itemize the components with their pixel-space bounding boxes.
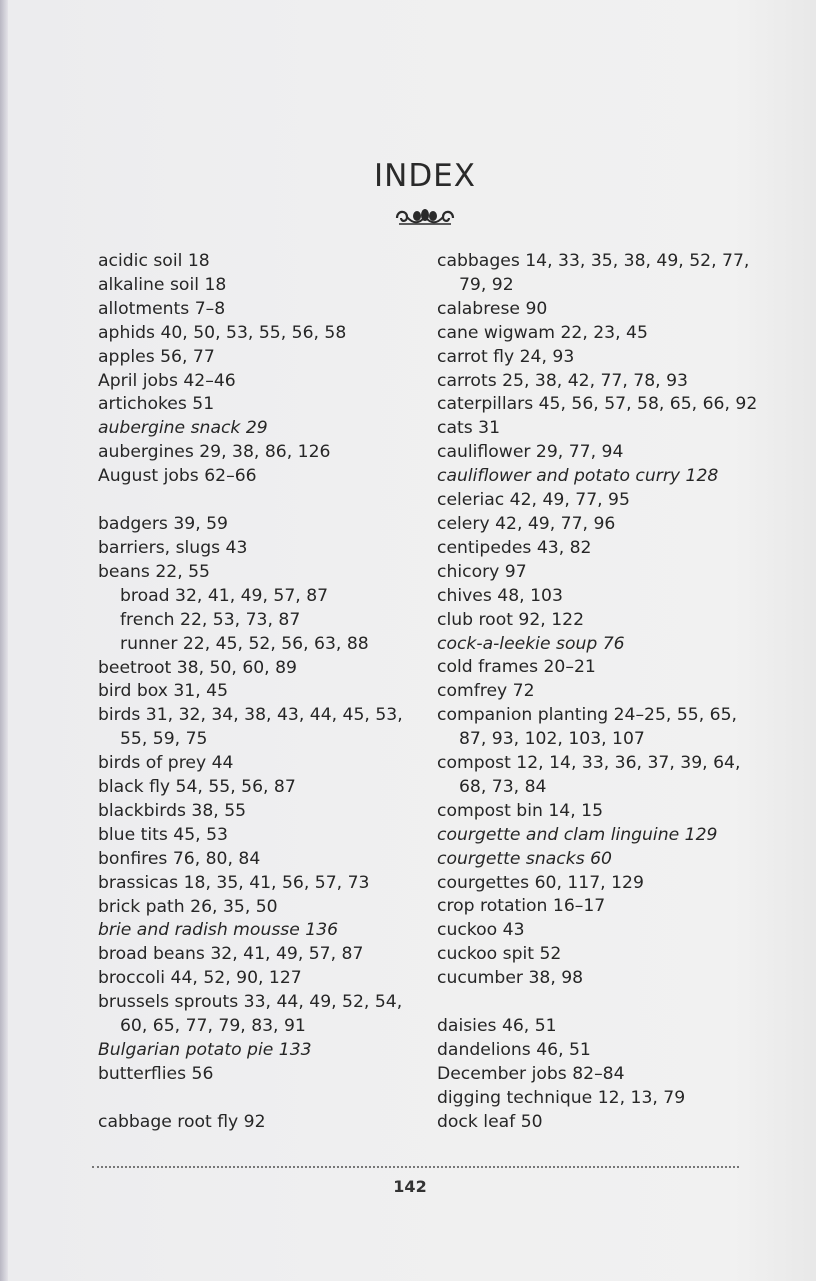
index-entry-text: cock-a-leekie soup 76 (437, 633, 625, 654)
index-entry (437, 1015, 757, 1039)
index-entry-text: cane wigwam 22, 23, 45 (437, 322, 648, 343)
page-number: 142 (393, 1177, 427, 1196)
index-column-right (437, 250, 757, 1135)
index-subentry (98, 585, 428, 609)
index-entry (98, 800, 428, 824)
index-entry (98, 967, 428, 991)
index-entry-text: birds of prey 44 (98, 753, 234, 774)
index-entry-text: dock leaf 50 (437, 1111, 543, 1132)
index-entry-text: companion planting 24–25, 55, 65, (437, 705, 737, 726)
index-entry (98, 896, 428, 920)
index-column-left (98, 250, 428, 1135)
index-entry-text: caterpillars 45, 56, 57, 58, 65, 66, 92 (437, 394, 758, 415)
index-entry-text: daisies 46, 51 (437, 1016, 557, 1037)
index-entry-text: black fly 54, 55, 56, 87 (98, 777, 296, 798)
index-entry (437, 919, 757, 943)
index-entry-text: cabbages 14, 33, 35, 38, 49, 52, 77, (437, 251, 750, 271)
index-entry (437, 561, 757, 585)
index-entry (437, 298, 757, 322)
index-entry-text: courgette and clam linguine 129 (437, 824, 718, 845)
index-entry-text: carrot fly 24, 93 (437, 346, 575, 367)
index-entry (437, 417, 757, 441)
index-entry (98, 346, 428, 370)
index-entry (98, 561, 428, 585)
index-entry-text: apples 56, 77 (98, 346, 215, 367)
index-entry-text: August jobs 62–66 (98, 466, 257, 487)
index-entry (437, 346, 757, 370)
index-entry-text: cuckoo 43 (437, 920, 525, 941)
index-entry (437, 848, 757, 872)
index-entry-text: comfrey 72 (437, 681, 535, 702)
index-entry (437, 513, 757, 537)
index-entry-continuation: 68, 73, 84 (459, 776, 547, 797)
index-entry (437, 322, 757, 346)
index-entry (437, 393, 757, 417)
index-entry-text: compost 12, 14, 33, 36, 37, 39, 64, (437, 753, 741, 774)
index-entry (98, 848, 428, 872)
index-entry-text: acidic soil 18 (98, 251, 210, 271)
index-entry-text: beetroot 38, 50, 60, 89 (98, 657, 297, 678)
index-entry-text: brie and radish mousse 136 (98, 920, 339, 941)
index-entry (437, 680, 757, 704)
index-entry-text: aubergines 29, 38, 86, 126 (98, 442, 331, 463)
index-entry-text: bird box 31, 45 (98, 681, 229, 702)
index-entry-text: courgettes 60, 117, 129 (437, 872, 644, 893)
index-entry-text: broccoli 44, 52, 90, 127 (98, 968, 302, 989)
index-entry (98, 919, 428, 943)
index-entry-text: chives 48, 103 (437, 585, 563, 606)
index-entry (437, 800, 757, 824)
index-entry (437, 824, 757, 848)
index-entry-text: calabrese 90 (437, 298, 548, 319)
ornament-flourish-icon (393, 206, 457, 228)
index-entry-text: cold frames 20–21 (437, 657, 596, 678)
index-entry-text: badgers 39, 59 (98, 514, 228, 535)
index-entry (437, 370, 757, 394)
index-entry-continuation: 55, 59, 75 (120, 729, 208, 750)
index-entry-text: Bulgarian potato pie 133 (98, 1040, 312, 1060)
index-entry-text: brassicas 18, 35, 41, 56, 57, 73 (98, 872, 370, 893)
index-entry-continuation: 79, 92 (459, 274, 514, 295)
index-entry-continuation: 60, 65, 77, 79, 83, 91 (120, 1016, 306, 1037)
index-entry (98, 752, 428, 776)
index-entry-text: crop rotation 16–17 (437, 896, 606, 917)
index-entry (98, 298, 428, 322)
index-entry (98, 441, 428, 465)
dotted-footer-rule (92, 1166, 739, 1168)
index-entry (98, 370, 428, 394)
page-spine-shadow (0, 0, 8, 1281)
index-entry (437, 465, 757, 489)
index-entry (98, 872, 428, 896)
index-entry (98, 1039, 428, 1063)
index-entry-text: club root 92, 122 (437, 609, 585, 630)
index-entry-text: cauliflower 29, 77, 94 (437, 442, 624, 463)
entry-group-gap (98, 1087, 428, 1111)
index-entry (98, 537, 428, 561)
index-entry (437, 1087, 757, 1111)
index-entry (437, 872, 757, 896)
index-entry-text: alkaline soil 18 (98, 274, 227, 295)
index-entry (437, 489, 757, 513)
index-entry-text: blackbirds 38, 55 (98, 800, 247, 821)
index-entry (98, 322, 428, 346)
index-entry-text: brussels sprouts 33, 44, 49, 52, 54, (98, 992, 403, 1013)
index-entry (437, 704, 757, 752)
index-entry (98, 250, 428, 274)
index-entry (437, 585, 757, 609)
index-entry (437, 250, 757, 298)
index-entry-text: french 22, 53, 73, 87 (120, 609, 301, 630)
index-entry (437, 1111, 757, 1135)
entry-group-gap (437, 991, 757, 1015)
index-entry-text: cuckoo spit 52 (437, 944, 562, 965)
index-entry (437, 1063, 757, 1087)
index-entry (437, 1039, 757, 1063)
index-entry (98, 776, 428, 800)
index-subentry (98, 633, 428, 657)
index-entry-text: carrots 25, 38, 42, 77, 78, 93 (437, 370, 688, 391)
entry-group-gap (98, 489, 428, 513)
index-entry-text: celery 42, 49, 77, 96 (437, 513, 616, 534)
index-entry-text: runner 22, 45, 52, 56, 63, 88 (120, 633, 369, 654)
index-entry-text: aubergine snack 29 (98, 418, 268, 439)
index-entry (437, 656, 757, 680)
index-entry-text: December jobs 82–84 (437, 1063, 625, 1084)
index-entry (98, 274, 428, 298)
index-entry (98, 657, 428, 681)
index-entry (437, 895, 757, 919)
index-entry (98, 465, 428, 489)
index-entry (98, 1063, 428, 1087)
index-entry-text: barriers, slugs 43 (98, 537, 248, 558)
index-entry-text: dandelions 46, 51 (437, 1040, 591, 1060)
index-entry-text: cucumber 38, 98 (437, 968, 584, 989)
index-entry-text: birds 31, 32, 34, 38, 43, 44, 45, 53, (98, 705, 403, 726)
index-entry (98, 824, 428, 848)
index-entry (98, 943, 428, 967)
index-entry (437, 537, 757, 561)
index-entry-text: centipedes 43, 82 (437, 537, 592, 558)
index-entry (98, 1111, 428, 1135)
index-entry (98, 680, 428, 704)
index-entry-text: celeriac 42, 49, 77, 95 (437, 490, 630, 511)
index-entry (437, 441, 757, 465)
index-entry-text: cats 31 (437, 418, 501, 439)
index-entry (98, 393, 428, 417)
index-entry-text: beans 22, 55 (98, 561, 210, 582)
index-entry (437, 967, 757, 991)
index-entry-text: April jobs 42–46 (98, 370, 236, 391)
index-entry-text: chicory 97 (437, 561, 527, 582)
index-entry (437, 752, 757, 800)
page-title: INDEX (373, 158, 477, 194)
index-entry-text: cabbage root fly 92 (98, 1111, 266, 1132)
index-entry-text: courgette snacks 60 (437, 848, 612, 869)
index-entry (98, 704, 428, 752)
index-subentry (98, 609, 428, 633)
index-entry (98, 991, 428, 1039)
index-entry-text: broad beans 32, 41, 49, 57, 87 (98, 944, 364, 965)
index-entry-text: bonfires 76, 80, 84 (98, 848, 261, 869)
index-entry (98, 513, 428, 537)
index-entry-text: butterflies 56 (98, 1063, 214, 1084)
index-entry (437, 633, 757, 657)
index-entry-text: compost bin 14, 15 (437, 800, 604, 821)
index-entry (98, 417, 428, 441)
index-entry-text: artichokes 51 (98, 394, 215, 415)
index-entry-text: allotments 7–8 (98, 298, 226, 319)
index-entry-text: aphids 40, 50, 53, 55, 56, 58 (98, 322, 347, 343)
index-entry-text: digging technique 12, 13, 79 (437, 1087, 686, 1108)
index-entry (437, 609, 757, 633)
index-entry-continuation: 87, 93, 102, 103, 107 (459, 729, 645, 750)
index-entry (437, 943, 757, 967)
index-entry-text: brick path 26, 35, 50 (98, 896, 278, 917)
index-entry-text: broad 32, 41, 49, 57, 87 (120, 585, 329, 606)
index-entry-text: blue tits 45, 53 (98, 824, 228, 845)
index-entry-text: cauliflower and potato curry 128 (437, 466, 719, 487)
